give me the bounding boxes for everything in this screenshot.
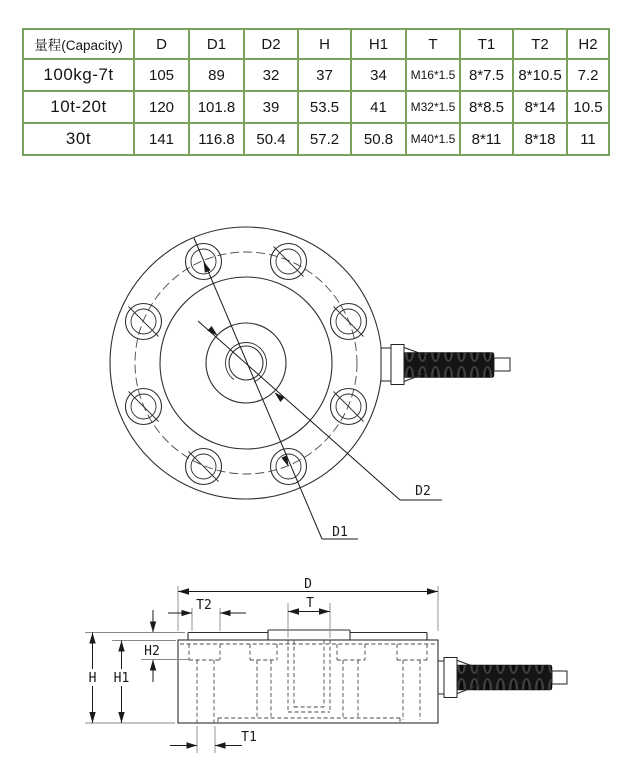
dim-label-h1: H1 [113,671,130,686]
table-cell: 105 [134,59,189,91]
cable-braid [400,353,494,378]
table-cell: 50.4 [244,123,298,155]
dim-label-h2: H2 [144,644,160,659]
dim-label-t: T [306,596,314,611]
gland-nut-large [391,345,404,385]
table-cell: 41 [351,91,406,123]
cable-end-tip-side [552,671,567,684]
dimension-t [288,596,330,638]
table-cell: 8*18 [513,123,567,155]
table-cell: M16*1.5 [406,59,460,91]
side-section-view [85,577,568,753]
table-cell: 50.8 [351,123,406,155]
column-header: T2 [513,29,567,59]
table-cell: 10t-20t [23,91,134,123]
table-cell: 8*10.5 [513,59,567,91]
dimension-t2 [168,598,246,631]
table-cell: 57.2 [298,123,351,155]
dim-label-t1: T1 [241,730,257,745]
table-cell: M40*1.5 [406,123,460,155]
hidden-lines [180,640,436,723]
dim-label-d2: D2 [415,484,431,499]
gland-nut-large-side [444,658,457,698]
table-cell: M32*1.5 [406,91,460,123]
table-cell: 100kg-7t [23,59,134,91]
table-cell: 34 [351,59,406,91]
table-cell: 8*8.5 [460,91,513,123]
table-cell: 141 [134,123,189,155]
dim-label-h: H [88,671,97,686]
table-cell: 53.5 [298,91,351,123]
column-header: 量程(Capacity) [23,29,134,59]
table-cell: 8*7.5 [460,59,513,91]
table-cell: 116.8 [189,123,244,155]
column-header: H [298,29,351,59]
column-header: D [134,29,189,59]
body-outline [178,640,438,723]
table-cell: 8*11 [460,123,513,155]
table-cell: 39 [244,91,298,123]
dimension-h2 [139,610,189,682]
column-header: H2 [567,29,609,59]
top-cover [188,630,427,640]
table-cell: 30t [23,123,134,155]
table-cell: 10.5 [567,91,609,123]
table-cell: 120 [134,91,189,123]
table-cell: 11 [567,123,609,155]
cable-assembly-side-view [438,658,567,698]
column-header: T1 [460,29,513,59]
flange-top-view [110,227,510,540]
column-header: T [406,29,460,59]
column-header: D2 [244,29,298,59]
table-cell: 7.2 [567,59,609,91]
dim-label-t2: T2 [196,598,212,613]
table-cell: 37 [298,59,351,91]
table-cell: 89 [189,59,244,91]
column-header: H1 [351,29,406,59]
dimension-h [85,633,186,724]
dim-label-d1: D1 [332,525,348,540]
cable-braid-side [452,665,552,690]
table-cell: 32 [244,59,298,91]
table-cell: 8*14 [513,91,567,123]
table-cell: 101.8 [189,91,244,123]
gland-nut-small [381,348,391,381]
dim-label-d: D [304,577,312,592]
column-header: D1 [189,29,244,59]
cable-assembly-top-view [381,345,510,385]
cable-end-tip [494,358,510,371]
dimension-t1 [170,726,257,753]
